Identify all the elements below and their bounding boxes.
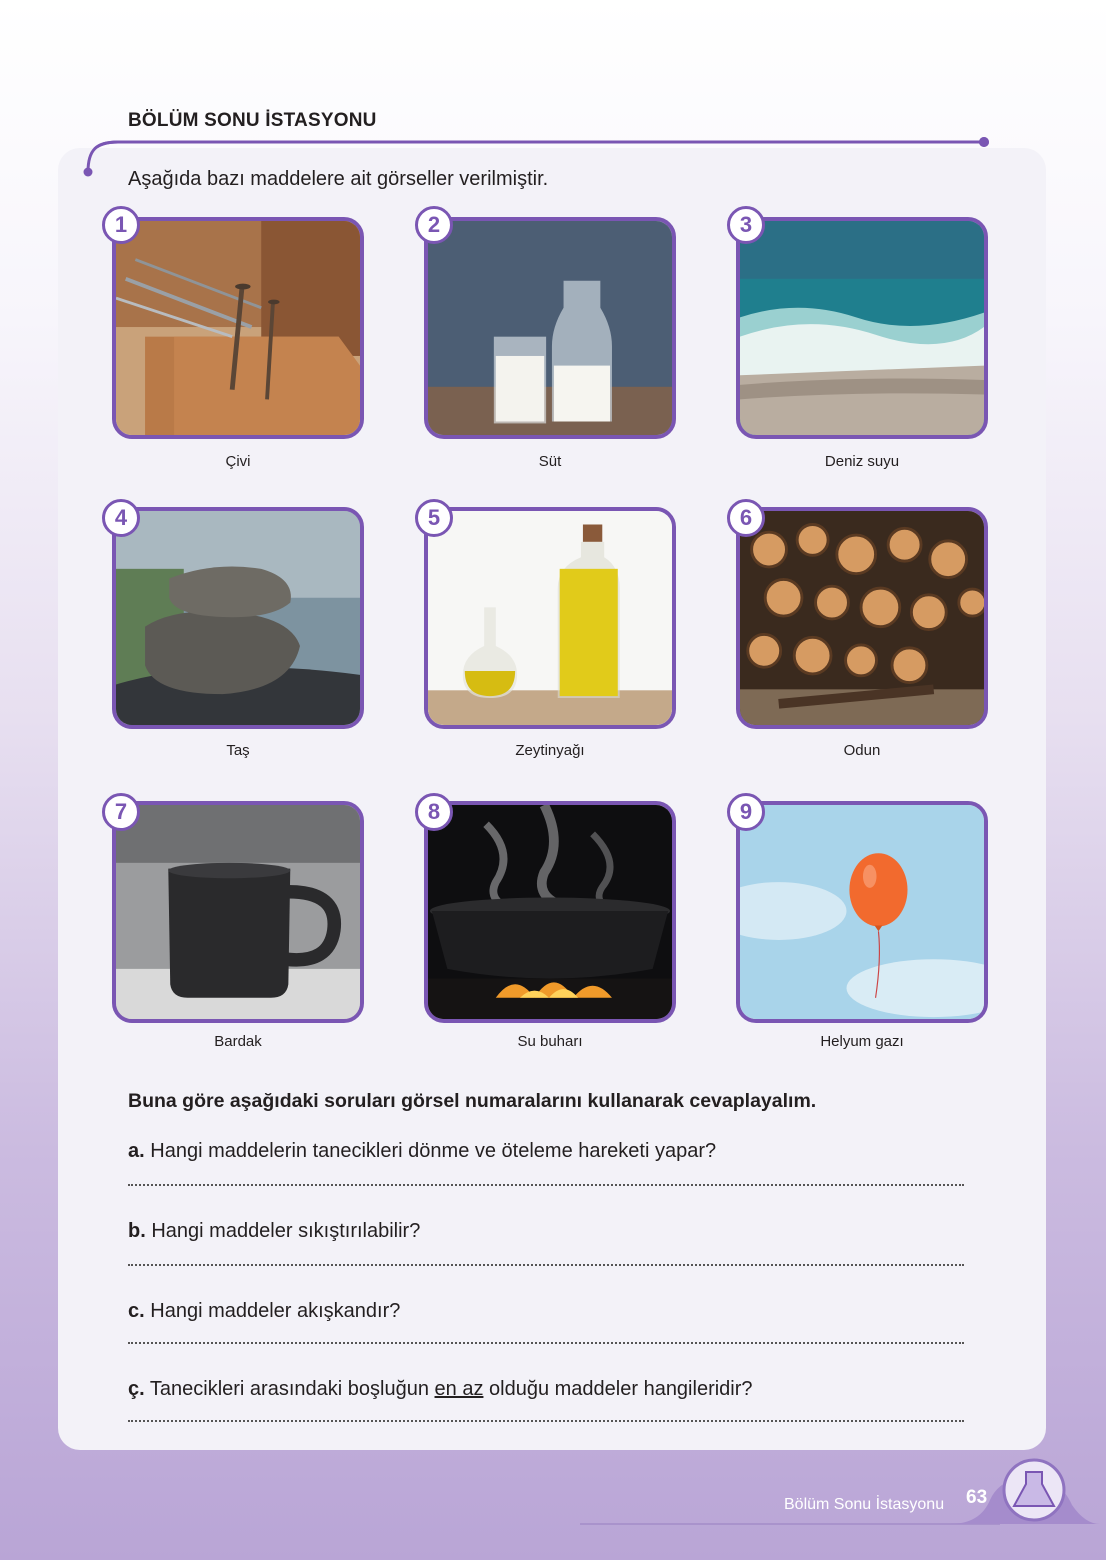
item-number: 3 <box>727 206 765 244</box>
footer-chapter: Bölüm Sonu İstasyonu <box>784 1496 945 1513</box>
question-text: olduğu maddeler hangileridir? <box>489 1378 753 1400</box>
item-number: 7 <box>102 793 140 831</box>
question-label: b. <box>128 1220 146 1242</box>
item-caption: Çivi <box>225 453 251 470</box>
question-label: c. <box>128 1300 145 1322</box>
item-caption: Helyum gazı <box>820 1033 904 1050</box>
item-caption: Bardak <box>214 1033 262 1050</box>
question-text: Tanecikleri arasındaki boşluğun <box>149 1378 429 1400</box>
item-caption: Süt <box>538 453 562 470</box>
question-emphasis: en az <box>434 1378 484 1400</box>
question-text: Hangi maddelerin tanecikleri dönme ve öteleme hareketi yapar? <box>150 1140 717 1162</box>
item-number: 5 <box>415 499 453 537</box>
question-text: Hangi maddeler akışkandır? <box>150 1300 401 1322</box>
item-number: 2 <box>415 206 453 244</box>
item-caption: Odun <box>843 742 881 759</box>
question-text: Hangi maddeler sıkıştırılabilir? <box>151 1220 421 1242</box>
item-number: 1 <box>102 206 140 244</box>
item-caption: Deniz suyu <box>824 453 900 470</box>
item-caption: Su buharı <box>517 1033 583 1050</box>
item-number: 4 <box>102 499 140 537</box>
item-caption: Zeytinyağı <box>515 742 585 759</box>
header-line <box>0 0 1106 200</box>
section-title: BÖLÜM SONU İSTASYONU <box>128 110 377 131</box>
item-caption: Taş <box>226 742 250 759</box>
page-number: 63 <box>966 1487 988 1508</box>
question-label: ç. <box>128 1378 145 1400</box>
item-number: 9 <box>727 793 765 831</box>
questions-intro: Buna göre aşağıdaki soruları görsel numaralarını kullanarak cevaplayalım. <box>128 1090 817 1112</box>
item-number: 6 <box>727 499 765 537</box>
question-label: a. <box>128 1140 145 1162</box>
intro-text: Aşağıda bazı maddelere ait görseller verilmiştir. <box>128 168 549 190</box>
item-number: 8 <box>415 793 453 831</box>
